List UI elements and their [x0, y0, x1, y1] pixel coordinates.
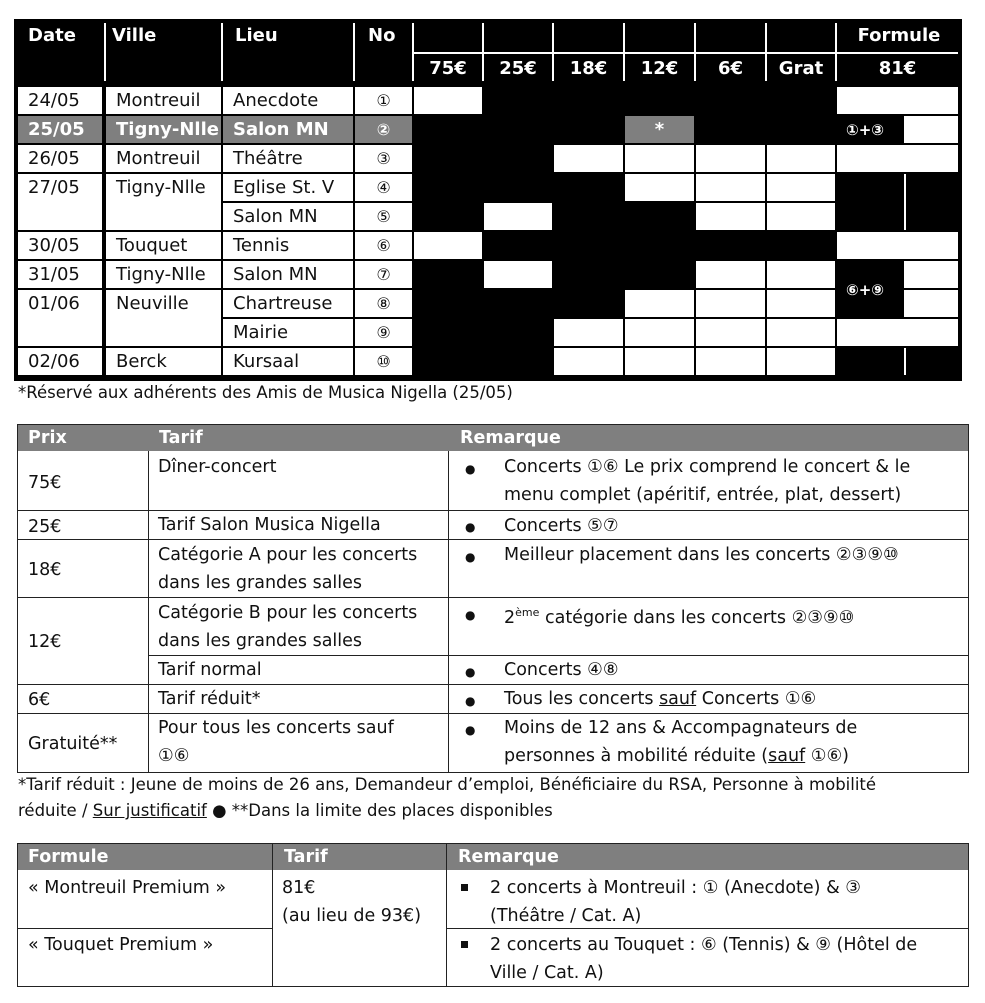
row-divider [18, 539, 968, 540]
schedule-cell-lieu: Tennis [223, 232, 353, 259]
formula-availability-cell [904, 290, 958, 317]
schedule-cell-date: 26/05 [18, 145, 102, 172]
price-availability-cell [414, 174, 482, 201]
price-availability-cell [767, 232, 835, 259]
price-availability-cell [696, 261, 765, 288]
formula-availability-cell [837, 348, 958, 375]
header-remarque: Remarque [458, 847, 559, 867]
price-availability-cell [414, 203, 482, 230]
price-availability-cell [554, 174, 623, 201]
price-availability-cell [554, 87, 623, 114]
price-availability-cell [696, 87, 765, 114]
formula-price-instead: (au lieu de 93€) [282, 906, 422, 926]
tarif-cat-b-line1: Catégorie B pour les concerts [158, 603, 418, 623]
header-formule: Formule [857, 25, 941, 46]
price-availability-cell [414, 116, 482, 143]
schedule-cell-ville: Tigny-Nlle [106, 261, 221, 288]
header-tarif: Tarif [159, 428, 203, 448]
schedule-cell-no: ⑧ [355, 290, 412, 317]
formula-montreuil-remark-line2: (Théâtre / Cat. A) [490, 906, 642, 926]
price-availability-cell [484, 232, 552, 259]
header-lieu: Lieu [235, 25, 278, 46]
price-availability-cell [767, 145, 835, 172]
square-bullet-icon [461, 884, 468, 891]
schedule-cell-ville: Neuville [106, 290, 221, 346]
reserved-note: *Réservé aux adhérents des Amis de Musica Nigella (25/05) [18, 383, 513, 402]
price-availability-cell [484, 203, 552, 230]
header-divider [353, 23, 355, 81]
tarif-gratuite-line2: ①⑥ [158, 746, 190, 766]
bullet-icon: ● [465, 694, 476, 708]
formula-availability-cell [837, 319, 958, 346]
schedule-cell-lieu: Salon MN [223, 261, 353, 288]
formula-table [17, 843, 969, 987]
price-availability-cell [767, 87, 835, 114]
price-availability-cell [484, 145, 552, 172]
schedule-cell-no: ② [355, 116, 412, 143]
schedule-cell-no: ⑦ [355, 261, 412, 288]
header-divider [104, 23, 106, 81]
price-availability-cell [625, 145, 694, 172]
price-availability-cell [414, 319, 482, 346]
column-divider [446, 844, 447, 986]
price-availability-cell [414, 232, 482, 259]
bullet-icon: ● [465, 462, 476, 476]
schedule-cell-lieu: Théâtre [223, 145, 353, 172]
column-divider [272, 844, 273, 986]
schedule-cell-date: 01/06 [18, 290, 102, 346]
price-availability-cell [554, 290, 623, 317]
price-availability-cell [696, 290, 765, 317]
price-availability-cell [554, 203, 623, 230]
header-date: Date [28, 25, 76, 46]
price-availability-cell [554, 145, 623, 172]
schedule-cell-no: ⑨ [355, 319, 412, 346]
formula-tag: ①+③ [846, 121, 884, 139]
tarif-normal: Tarif normal [158, 660, 262, 680]
tarif-salon: Tarif Salon Musica Nigella [158, 515, 381, 535]
remark-gratuite-line1: Moins de 12 ans & Accompagnateurs de [504, 718, 858, 738]
schedule-table [14, 19, 962, 381]
bullet-icon: ● [465, 608, 476, 622]
price-availability-cell [484, 87, 552, 114]
tarif-cat-b-line2: dans les grandes salles [158, 631, 363, 651]
price-availability-cell [414, 87, 482, 114]
row-divider [18, 597, 968, 598]
reduced-note-line1: *Tarif réduit : Jeune de moins de 26 ans, Demandeur d’emploi, Bénéficiaire du RSA, Personne à mobilité [18, 775, 877, 794]
schedule-cell-lieu: Anecdote [223, 87, 353, 114]
price-availability-cell [484, 348, 552, 375]
schedule-cell-ville: Berck [106, 348, 221, 375]
remark-12-cat-b: 2ème catégorie dans les concerts ②③⑨⑩ [504, 606, 855, 628]
formula-availability-cell [837, 145, 958, 172]
remark-12-normal: Concerts ④⑧ [504, 660, 619, 680]
price-availability-cell [696, 203, 765, 230]
schedule-cell-no: ① [355, 87, 412, 114]
header-ville: Ville [112, 25, 157, 46]
header-remarque: Remarque [460, 428, 561, 448]
formula-availability-cell [837, 174, 958, 230]
remark-gratuite-line2: personnes à mobilité réduite (sauf ①⑥) [504, 746, 849, 766]
price-availability-cell [625, 319, 694, 346]
schedule-cell-no: ③ [355, 145, 412, 172]
remark-75-line2: menu complet (apéritif, entrée, plat, dessert) [504, 485, 902, 505]
formula-availability-cell [837, 87, 958, 114]
price-availability-cell [414, 290, 482, 317]
price-availability-cell: * [625, 116, 694, 143]
price-header-81: 81€ [878, 58, 917, 79]
price-availability-cell [767, 116, 835, 143]
row-divider [18, 928, 272, 929]
schedule-cell-date: 27/05 [18, 174, 102, 230]
schedule-cell-lieu: Kursaal [223, 348, 353, 375]
price-availability-cell [767, 319, 835, 346]
price-header-75: 75€ [429, 58, 467, 79]
price-availability-cell [625, 290, 694, 317]
column-divider [448, 451, 449, 773]
formula-availability-cell [904, 116, 958, 143]
header-prix: Prix [28, 428, 67, 448]
formula-montreuil: « Montreuil Premium » [28, 878, 227, 898]
formula-touquet: « Touquet Premium » [28, 935, 214, 955]
header-formule: Formule [28, 847, 109, 867]
price-18: 18€ [28, 560, 62, 580]
price-availability-cell [625, 203, 694, 230]
formula-touquet-remark-line1: 2 concerts au Touquet : ⑥ (Tennis) & ⑨ (Hôtel de [490, 935, 918, 955]
remark-18: Meilleur placement dans les concerts ②③⑨⑩ [504, 545, 899, 565]
price-availability-cell [414, 261, 482, 288]
price-availability-cell [554, 232, 623, 259]
bullet-icon: ● [465, 665, 476, 679]
price-availability-cell [625, 348, 694, 375]
schedule-cell-ville: Tigny-Nlle [106, 174, 221, 230]
schedule-cell-lieu: Chartreuse [223, 290, 353, 317]
column-divider [148, 451, 149, 773]
price-availability-cell [484, 261, 552, 288]
formula-price: 81€ [282, 878, 316, 898]
schedule-cell-ville: Montreuil [106, 145, 221, 172]
schedule-cell-lieu: Eglise St. V [223, 174, 353, 201]
tarif-cat-a-line2: dans les grandes salles [158, 573, 363, 593]
price-table [17, 424, 969, 773]
header-tarif: Tarif [284, 847, 328, 867]
price-availability-cell [767, 174, 835, 201]
formula-montreuil-remark-line1: 2 concerts à Montreuil : ① (Anecdote) & ③ [490, 878, 861, 898]
price-gratuite: Gratuité** [28, 734, 118, 754]
schedule-cell-ville: Tigny-Nlle [106, 116, 221, 143]
square-bullet-icon [461, 941, 468, 948]
bullet-icon: ● [465, 723, 476, 737]
price-availability-cell [767, 348, 835, 375]
remark-75-line1: Concerts ①⑥ Le prix comprend le concert & le [504, 457, 911, 477]
header-subline [414, 52, 958, 54]
price-availability-cell [484, 174, 552, 201]
tarif-diner: Dîner-concert [158, 457, 277, 477]
price-availability-cell [554, 261, 623, 288]
tarif-reduit: Tarif réduit* [158, 689, 261, 709]
schedule-cell-date: 30/05 [18, 232, 102, 259]
schedule-cell-date: 25/05 [18, 116, 102, 143]
schedule-cell-ville: Touquet [106, 232, 221, 259]
price-12: 12€ [28, 632, 62, 652]
schedule-cell-no: ⑤ [355, 203, 412, 230]
price-availability-cell [625, 261, 694, 288]
schedule-cell-no: ⑥ [355, 232, 412, 259]
price-availability-cell [767, 290, 835, 317]
header-no: No [368, 25, 396, 46]
formula-tag: ⑥+⑨ [846, 280, 884, 299]
price-header-25: 25€ [499, 58, 537, 79]
price-header-6: 6€ [717, 58, 744, 79]
schedule-cell-date: 24/05 [18, 87, 102, 114]
price-availability-cell [414, 145, 482, 172]
price-availability-cell [484, 319, 552, 346]
formula-column-divider [904, 348, 906, 375]
schedule-cell-no: ④ [355, 174, 412, 201]
price-availability-cell [767, 261, 835, 288]
schedule-cell-no: ⑩ [355, 348, 412, 375]
price-availability-cell [484, 116, 552, 143]
price-25: 25€ [28, 517, 62, 537]
bullet-icon: ● [465, 550, 476, 564]
schedule-cell-date: 31/05 [18, 261, 102, 288]
tarif-gratuite-line1: Pour tous les concerts sauf [158, 718, 394, 738]
formula-column-divider [904, 174, 906, 230]
price-availability-cell [554, 116, 623, 143]
schedule-cell-lieu: Mairie [223, 319, 353, 346]
remark-25: Concerts ⑤⑦ [504, 516, 619, 536]
schedule-cell-ville: Montreuil [106, 87, 221, 114]
header-divider [221, 23, 223, 81]
price-availability-cell [696, 319, 765, 346]
price-availability-cell [696, 232, 765, 259]
price-availability-cell [625, 87, 694, 114]
schedule-cell-lieu: Salon MN [223, 116, 353, 143]
price-75: 75€ [28, 473, 62, 493]
price-availability-cell [554, 319, 623, 346]
price-availability-cell [696, 348, 765, 375]
reduced-note-line2: réduite / Sur justificatif ● **Dans la limite des places disponibles [18, 801, 553, 820]
price-6: 6€ [28, 690, 51, 710]
schedule-cell-date: 02/06 [18, 348, 102, 375]
price-header-18: 18€ [569, 58, 608, 79]
bullet-icon: ● [465, 520, 476, 534]
remark-6: Tous les concerts sauf Concerts ①⑥ [504, 689, 817, 709]
price-availability-cell [767, 203, 835, 230]
price-availability-cell [696, 174, 765, 201]
schedule-cell-lieu: Salon MN [223, 203, 353, 230]
price-header-grat: Grat [778, 58, 824, 79]
price-header-12: 12€ [640, 58, 679, 79]
price-availability-cell [414, 348, 482, 375]
price-availability-cell [484, 290, 552, 317]
price-availability-cell [625, 174, 694, 201]
price-availability-cell [554, 348, 623, 375]
formula-touquet-remark-line2: Ville / Cat. A) [490, 963, 604, 983]
price-availability-cell [696, 145, 765, 172]
formula-availability-cell [837, 232, 958, 259]
price-availability-cell [696, 116, 765, 143]
price-availability-cell [625, 232, 694, 259]
tarif-cat-a-line1: Catégorie A pour les concerts [158, 545, 418, 565]
